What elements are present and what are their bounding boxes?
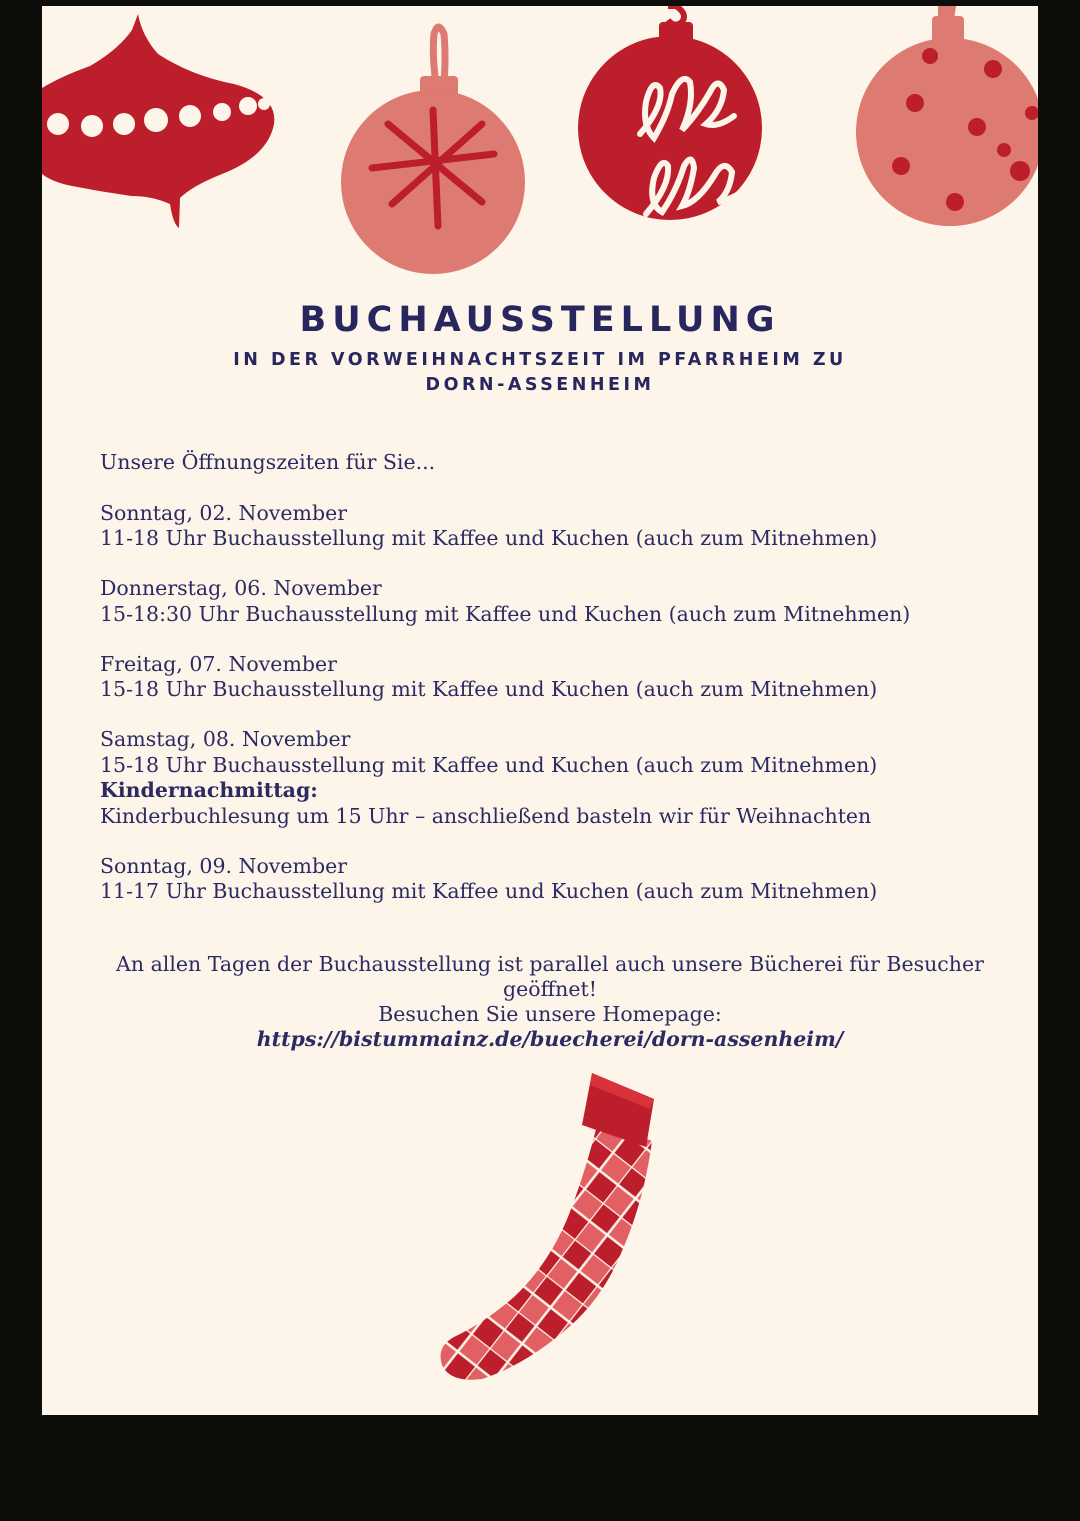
homepage-prompt: Besuchen Sie unsere Homepage: [378,1002,722,1026]
opening-hours-intro: Unsere Öffnungszeiten für Sie... [100,450,436,474]
schedule-hours: 15-18 Uhr Buchausstellung mit Kaffee und Kuchen (auch zum Mitnehmen) [100,752,878,777]
schedule-date: Freitag, 07. November [100,651,337,676]
library-note: An allen Tagen der Buchausstellung ist parallel auch unsere Bücherei für Besucher geöffnet! [116,952,984,1001]
poster [42,6,1038,1415]
schedule-hours: 15-18 Uhr Buchausstellung mit Kaffee und Kuchen (auch zum Mitnehmen) [100,677,878,701]
opening-hours [100,450,1030,929]
stocking-icon [422,1061,682,1386]
schedule-date: Samstag, 08. November [100,727,351,751]
swirl-bauble-icon [578,6,762,220]
star-bauble-icon [341,27,525,274]
schedule-date: Sonntag, 09. November [100,853,348,878]
ufo-bauble-icon [42,14,274,228]
event-title: BUCHAUSSTELLUNG [299,300,781,340]
schedule-date: Sonntag, 02. November [100,500,348,525]
schedule-day [100,854,1030,905]
footer-note [102,952,998,1052]
dotted-bauble-icon [856,6,1038,226]
kids-afternoon-label: Kindernachmittag: [100,778,318,802]
schedule-day [100,576,1030,627]
schedule-date: Donnerstag, 06. November [100,576,382,600]
homepage-link[interactable]: https://bistummainz.de/buecherei/dorn-assenheim/ [256,1027,844,1051]
schedule-day [100,501,1030,552]
schedule-day [100,727,1030,829]
schedule-hours: 11-17 Uhr Buchausstellung mit Kaffee und Kuchen (auch zum Mitnehmen) [100,879,878,903]
ornaments-decoration [42,6,1038,276]
kids-afternoon-text: Kinderbuchlesung um 15 Uhr – anschließend basteln wir für Weihnachten [100,803,872,828]
schedule-hours: 15-18:30 Uhr Buchausstellung mit Kaffee und Kuchen (auch zum Mitnehmen) [100,601,911,626]
event-subtitle: IN DER VORWEIHNACHTSZEIT IM PFARRHEIM ZU DORN-ASSENHEIM [233,350,847,395]
schedule-hours: 11-18 Uhr Buchausstellung mit Kaffee und Kuchen (auch zum Mitnehmen) [100,526,878,550]
schedule-day [100,652,1030,703]
